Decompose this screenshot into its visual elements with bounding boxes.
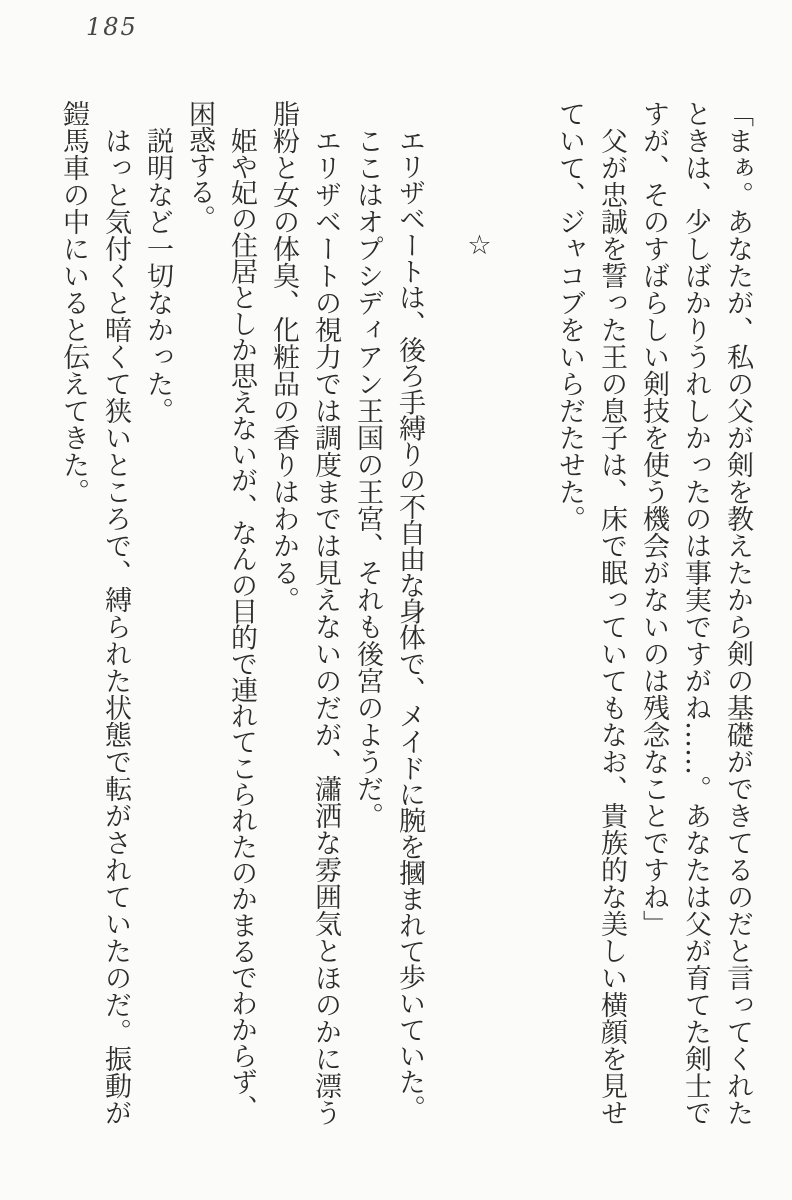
narration-paragraph: 父が忠誠を誓った王の息子は、床で眠っていてもなお、貴族的な美しい横顔を見せていて、ジャコブをいらだたせた。 bbox=[554, 100, 627, 1126]
narration-paragraph: はっと気付くと暗くて狭いところで、縛られた状態で転がされていたのだ。振動が鎧馬車の中にいると伝えてきた。 bbox=[58, 100, 131, 1126]
narration-paragraph: ここはオプシディアン王国の王宮、それも後宮のようだ。 bbox=[352, 127, 383, 829]
dialogue-paragraph: 「まぁ。あなたが、私の父が剣を教えたから剣の基礎ができてるのだと言ってくれたときは、少しばかりうれしかったのは事実ですがね……。あなたは父が育てた剣士ですが、そのすばらしい剣技を使う機会がないのは残念なことですね」 bbox=[638, 100, 753, 1126]
narration-paragraph: エリザベートは、後ろ手縛りの不自由な身体で、メイドに腕を摑まれて歩いていた。 bbox=[394, 127, 425, 1121]
section-divider-star: ☆ bbox=[464, 230, 495, 261]
narration-paragraph: 姫や妃の住居としか思えないが、なんの目的で連れてこられたのかまるでわからず、困惑する。 bbox=[184, 100, 257, 1121]
vertical-text-block bbox=[46, 100, 758, 1126]
narration-paragraph: エリザベートの視力では調度までは見えないのだが、瀟洒な雰囲気とほのかに漂う脂粉と女の体臭、化粧品の香りはわかる。 bbox=[268, 100, 341, 1126]
page-number: 185 bbox=[86, 13, 138, 41]
narration-paragraph: 説明など一切なかった。 bbox=[142, 127, 173, 424]
